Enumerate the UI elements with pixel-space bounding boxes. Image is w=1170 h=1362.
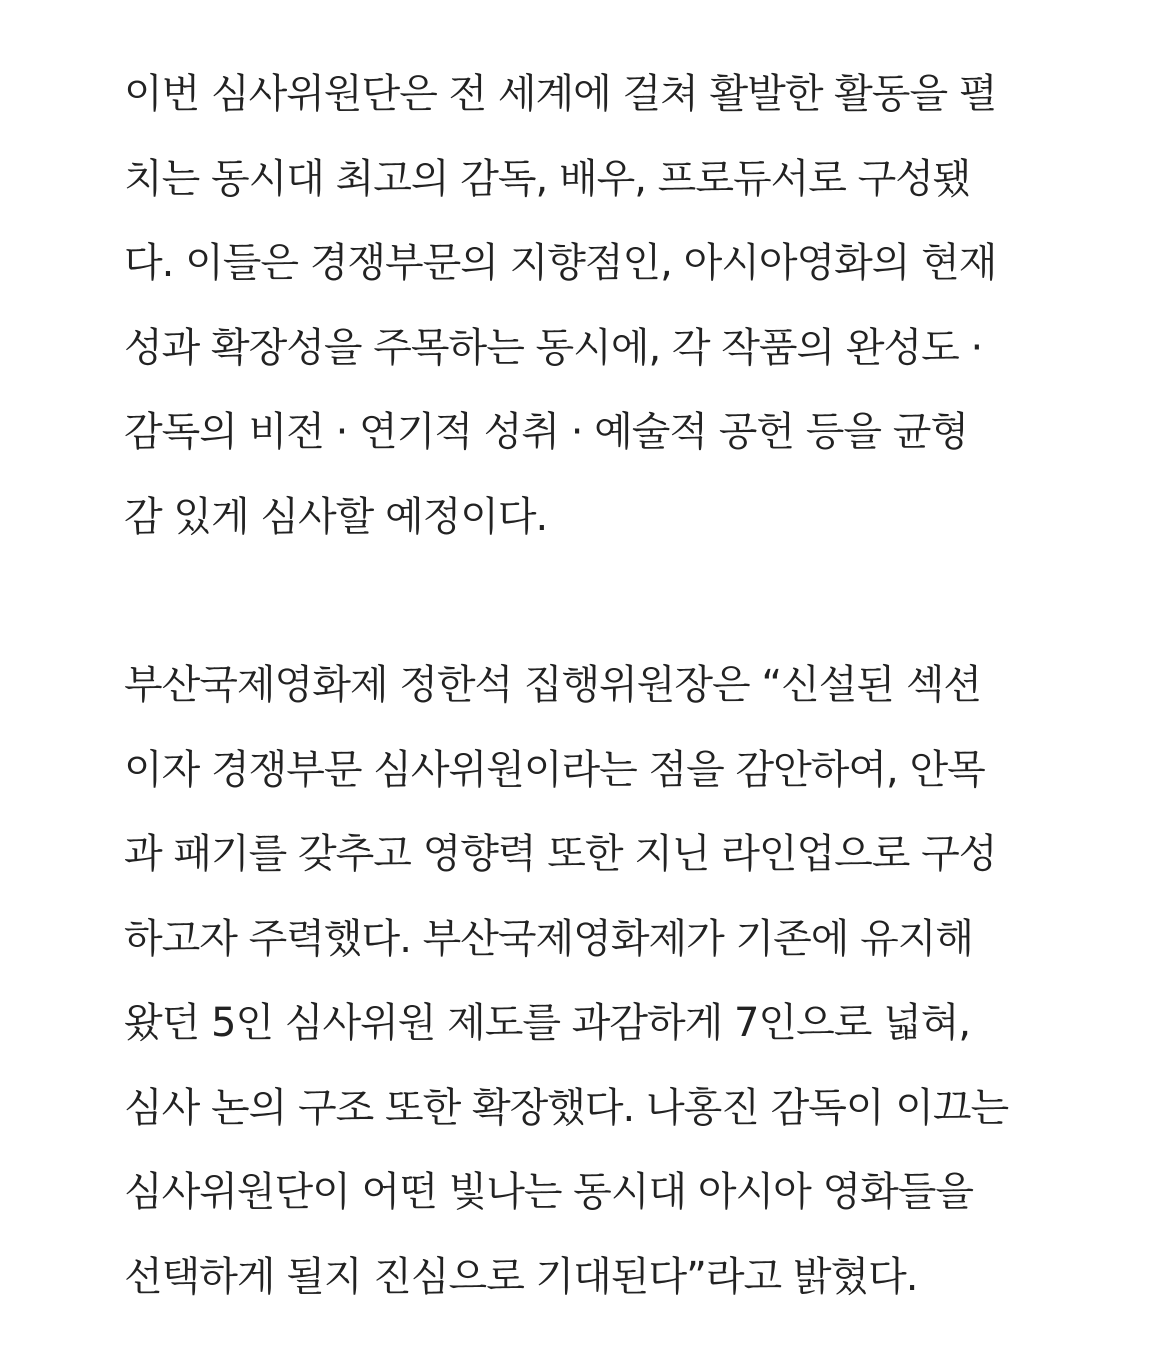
paragraph-director-quote (124, 643, 1064, 1319)
text-line: 하고자 주력했다. 부산국제영화제가 기존에 유지해 (124, 915, 974, 962)
text-line: 왔던 5인 심사위원 제도를 과감하게 7인으로 넓혀, (124, 1000, 971, 1046)
text-line: 심사 논의 구조 또한 확장했다. 나홍진 감독이 이끄는 (124, 1084, 1009, 1131)
text-line: 치는 동시대 최고의 감독, 배우, 프로듀서로 구성됐 (124, 155, 971, 202)
text-line: 선택하게 될지 진심으로 기대된다”라고 밝혔다. (124, 1253, 918, 1300)
article-body (124, 52, 1064, 1319)
text-line: 성과 확장성을 주목하는 동시에, 각 작품의 완성도 · (124, 324, 983, 371)
text-line: 다. 이들은 경쟁부문의 지향점인, 아시아영화의 현재 (124, 240, 997, 286)
text-line: 감독의 비전 · 연기적 성취 · 예술적 공헌 등을 균형 (124, 409, 969, 455)
text-line: 이번 심사위원단은 전 세계에 걸쳐 활발한 활동을 펼 (124, 71, 997, 117)
text-line: 감 있게 심사할 예정이다. (124, 493, 548, 540)
paragraph-spacer (124, 559, 1064, 643)
text-line: 심사위원단이 어떤 빛나는 동시대 아시아 영화들을 (124, 1169, 974, 1215)
text-line: 부산국제영화제 정한석 집행위원장은 “신설된 섹션 (124, 662, 982, 708)
text-line: 과 패기를 갖추고 영향력 또한 지닌 라인업으로 구성 (124, 831, 997, 877)
text-line: 이자 경쟁부문 심사위원이라는 점을 감안하여, 안목 (124, 746, 985, 793)
paragraph-jury-composition (124, 52, 1064, 559)
